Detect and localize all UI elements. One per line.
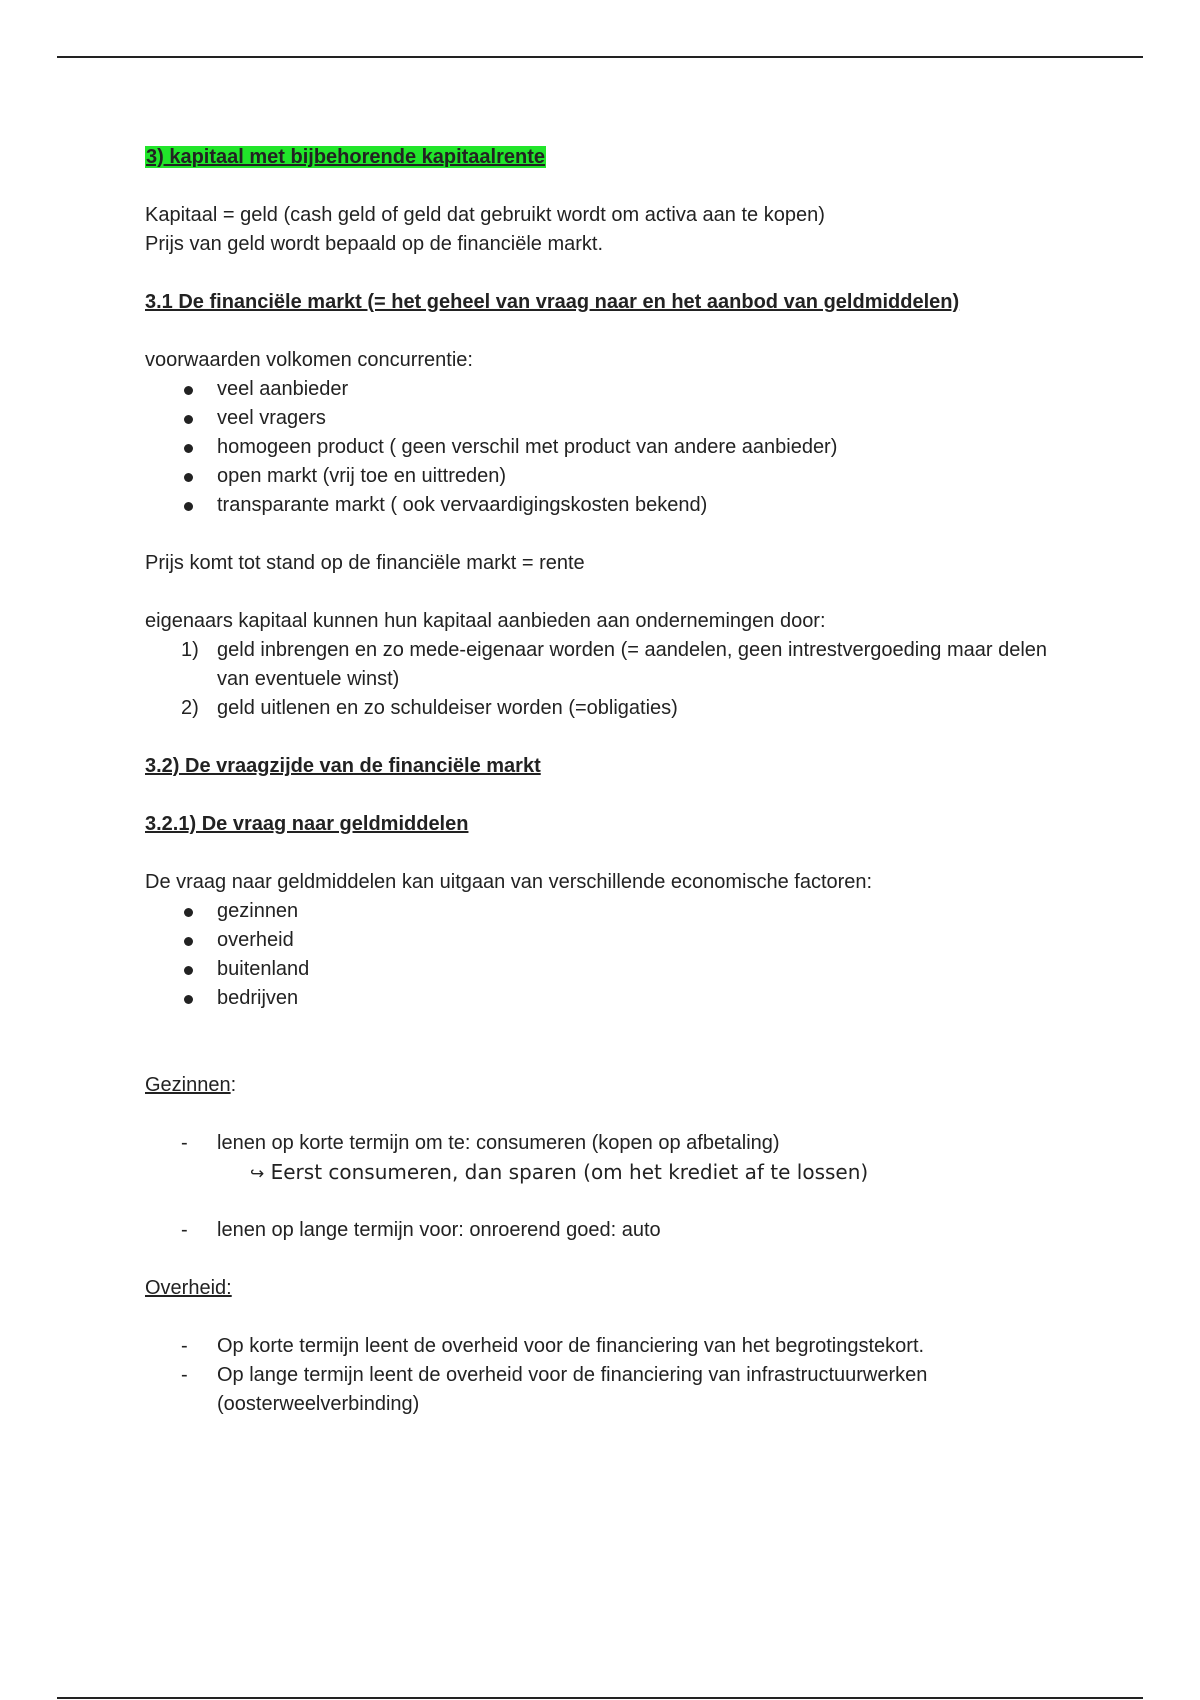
list-item: open markt (vrij toe en uittreden) <box>145 462 1075 491</box>
list-item: - Op lange termijn leent de overheid voor de financiering van infrastructuurwerken (oosterweelverbinding) <box>145 1361 1075 1419</box>
bullet-icon <box>184 966 193 975</box>
bullet-icon <box>184 995 193 1004</box>
list-item: gezinnen <box>145 897 1075 926</box>
section-3-2-title: 3.2) De vraagzijde van de financiële markt <box>145 755 541 777</box>
list-item: 2) geld uitlenen en zo schuldeiser worden (=obligaties) <box>145 694 1075 723</box>
dash-marker: - <box>181 1364 188 1386</box>
list-item: 1) geld inbrengen en zo mede-eigenaar worden (= aandelen, geen intrestvergoeding maar delen van eventuele winst) <box>145 636 1075 694</box>
factors-list <box>145 897 1075 1013</box>
list-item: veel vragers <box>145 404 1075 433</box>
list-item: - lenen op korte termijn om te: consumeren (kopen op afbetaling) <box>145 1129 1075 1158</box>
page-bottom-rule <box>57 1697 1143 1699</box>
price-line: Prijs komt tot stand op de financiële markt = rente <box>145 552 585 574</box>
list-item: veel aanbieder <box>145 375 1075 404</box>
bullet-icon <box>184 937 193 946</box>
list-item: buitenland <box>145 955 1075 984</box>
bullet-icon <box>184 473 193 482</box>
list-item: bedrijven <box>145 984 1075 1013</box>
list-item: transparante markt ( ook vervaardigingskosten bekend) <box>145 491 1075 520</box>
overheid-list <box>145 1332 1075 1419</box>
bullet-icon <box>184 502 193 511</box>
section-heading <box>145 143 1075 172</box>
overheid-label: Overheid: <box>145 1277 232 1299</box>
sub-item: ↪ Eerst consumeren, dan sparen (om het krediet af te lossen) <box>250 1160 869 1184</box>
bullet-icon <box>184 415 193 424</box>
list-number: 1) <box>181 639 199 661</box>
dash-marker: - <box>181 1132 188 1154</box>
overheid-heading <box>145 1274 1075 1303</box>
dash-marker: - <box>181 1335 188 1357</box>
gezinnen-label: Gezinnen <box>145 1074 231 1096</box>
factors-intro: De vraag naar geldmiddelen kan uitgaan van verschillende economische factoren: <box>145 871 873 893</box>
owners-intro: eigenaars kapitaal kunnen hun kapitaal aanbieden aan ondernemingen door: <box>145 610 826 632</box>
conditions-list <box>145 375 1075 520</box>
owners-list <box>145 636 1075 723</box>
dash-marker: - <box>181 1219 188 1241</box>
bullet-icon <box>184 908 193 917</box>
list-number: 2) <box>181 697 199 719</box>
section-3-2-1-title: 3.2.1) De vraag naar geldmiddelen <box>145 813 469 835</box>
gezinnen-heading: Gezinnen: <box>145 1074 237 1096</box>
bullet-icon <box>184 386 193 395</box>
page-top-rule <box>57 56 1143 58</box>
list-item: - Op korte termijn leent de overheid voor de financiering van het begrotingstekort. <box>145 1332 1075 1361</box>
intro-line-1: Kapitaal = geld (cash geld of geld dat gebruikt wordt om activa aan te kopen) <box>145 204 825 226</box>
return-arrow-icon: ↪ <box>250 1164 265 1184</box>
intro-line-2: Prijs van geld wordt bepaald op de financiële markt. <box>145 233 604 255</box>
list-item: overheid <box>145 926 1075 955</box>
gezinnen-list <box>145 1129 1075 1245</box>
section-3-1-title: 3.1 De financiële markt (= het geheel van vraag naar en het aanbod van geldmiddelen) <box>145 291 960 313</box>
list-item: - lenen op lange termijn voor: onroerend goed: auto <box>145 1216 1075 1245</box>
bullet-icon <box>184 444 193 453</box>
heading-text: 3) kapitaal met bijbehorende kapitaalrente <box>146 146 546 168</box>
list-item: homogeen product ( geen verschil met product van andere aanbieder) <box>145 433 1075 462</box>
document-body <box>145 143 1075 1419</box>
conditions-intro: voorwaarden volkomen concurrentie: <box>145 349 473 371</box>
